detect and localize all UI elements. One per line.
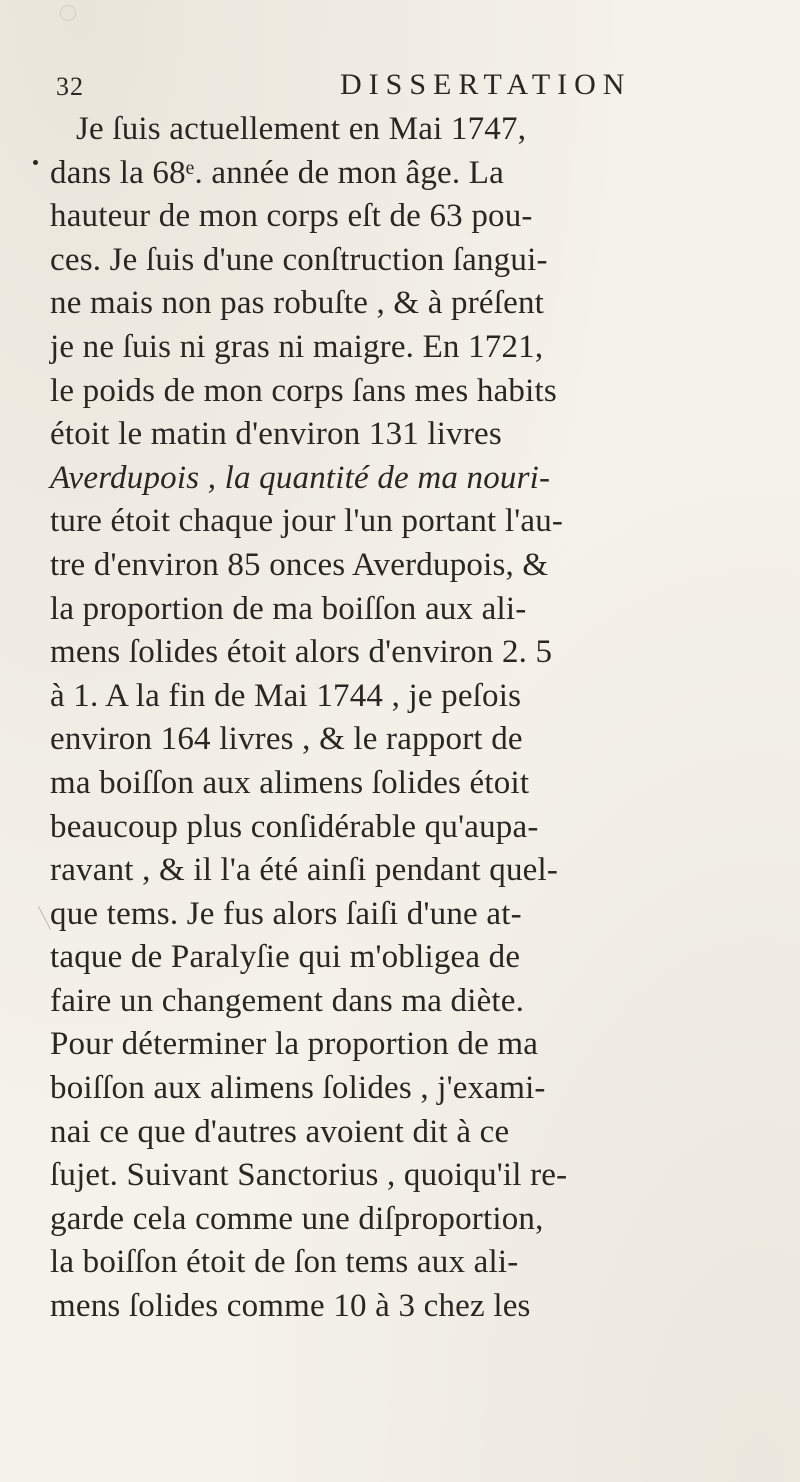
text-line: ture étoit chaque jour l'un portant l'au-	[50, 503, 564, 540]
text-line: je ne ſuis ni gras ni maigre. En 1721,	[50, 328, 544, 365]
text-line: environ 164 livres , & le rapport de	[50, 721, 523, 758]
margin-dot	[33, 160, 38, 165]
text-line: Averdupois , la quantité de ma nouri-	[50, 459, 551, 496]
text-line: ne mais non pas robuſte , & à préſent	[50, 285, 545, 322]
page-header	[56, 68, 696, 108]
text-line: faire un changement dans ma diète.	[50, 982, 525, 1019]
paper-stain	[60, 5, 76, 21]
text-line: taque de Paralyſie qui m'obligea de	[50, 939, 521, 976]
text-line: mens ſolides comme 10 à 3 chez les	[50, 1288, 531, 1325]
page-number: 32	[56, 72, 84, 101]
text-line: garde cela comme une diſproportion,	[50, 1200, 544, 1237]
text-line: que tems. Je fus alors ſaiſi d'une at-	[50, 895, 522, 932]
text-line: ravant , & il l'a été ainſi pendant quel-	[50, 852, 559, 889]
text-line: ſujet. Suivant Sanctorius , quoiqu'il re-	[50, 1157, 568, 1194]
text-line: ma boiſſon aux alimens ſolides étoit	[50, 764, 530, 801]
text-line: ces. Je ſuis d'une conſtruction ſangui-	[50, 241, 548, 278]
text-line: dans la 68ᵉ. année de mon âge. La	[50, 154, 504, 191]
text-line: tre d'environ 85 onces Averdupois, &	[50, 546, 549, 583]
text-line: Je ſuis actuellement en Mai 1747,	[76, 111, 527, 147]
text-line: beaucoup plus conſidérable qu'aupa-	[50, 808, 539, 845]
text-line: Pour déterminer la proportion de ma	[50, 1026, 539, 1063]
text-line: à 1. A la fin de Mai 1744 , je peſois	[50, 677, 522, 714]
text-line: la boiſſon étoit de ſon tems aux ali-	[50, 1244, 519, 1281]
text-line: nai ce que d'autres avoient dit à ce	[50, 1113, 510, 1150]
body-text	[50, 108, 790, 1329]
text-line: mens ſolides étoit alors d'environ 2. 5	[50, 634, 553, 671]
running-title: DISSERTATION	[340, 68, 632, 101]
text-line: étoit le matin d'environ 131 livres	[50, 416, 502, 453]
text-line: le poids de mon corps ſans mes habits	[50, 372, 557, 409]
text-line: boiſſon aux alimens ſolides , j'exami-	[50, 1070, 546, 1107]
text-line: la proportion de ma boiſſon aux ali-	[50, 590, 527, 627]
text-line: hauteur de mon corps eſt de 63 pou-	[50, 198, 533, 235]
